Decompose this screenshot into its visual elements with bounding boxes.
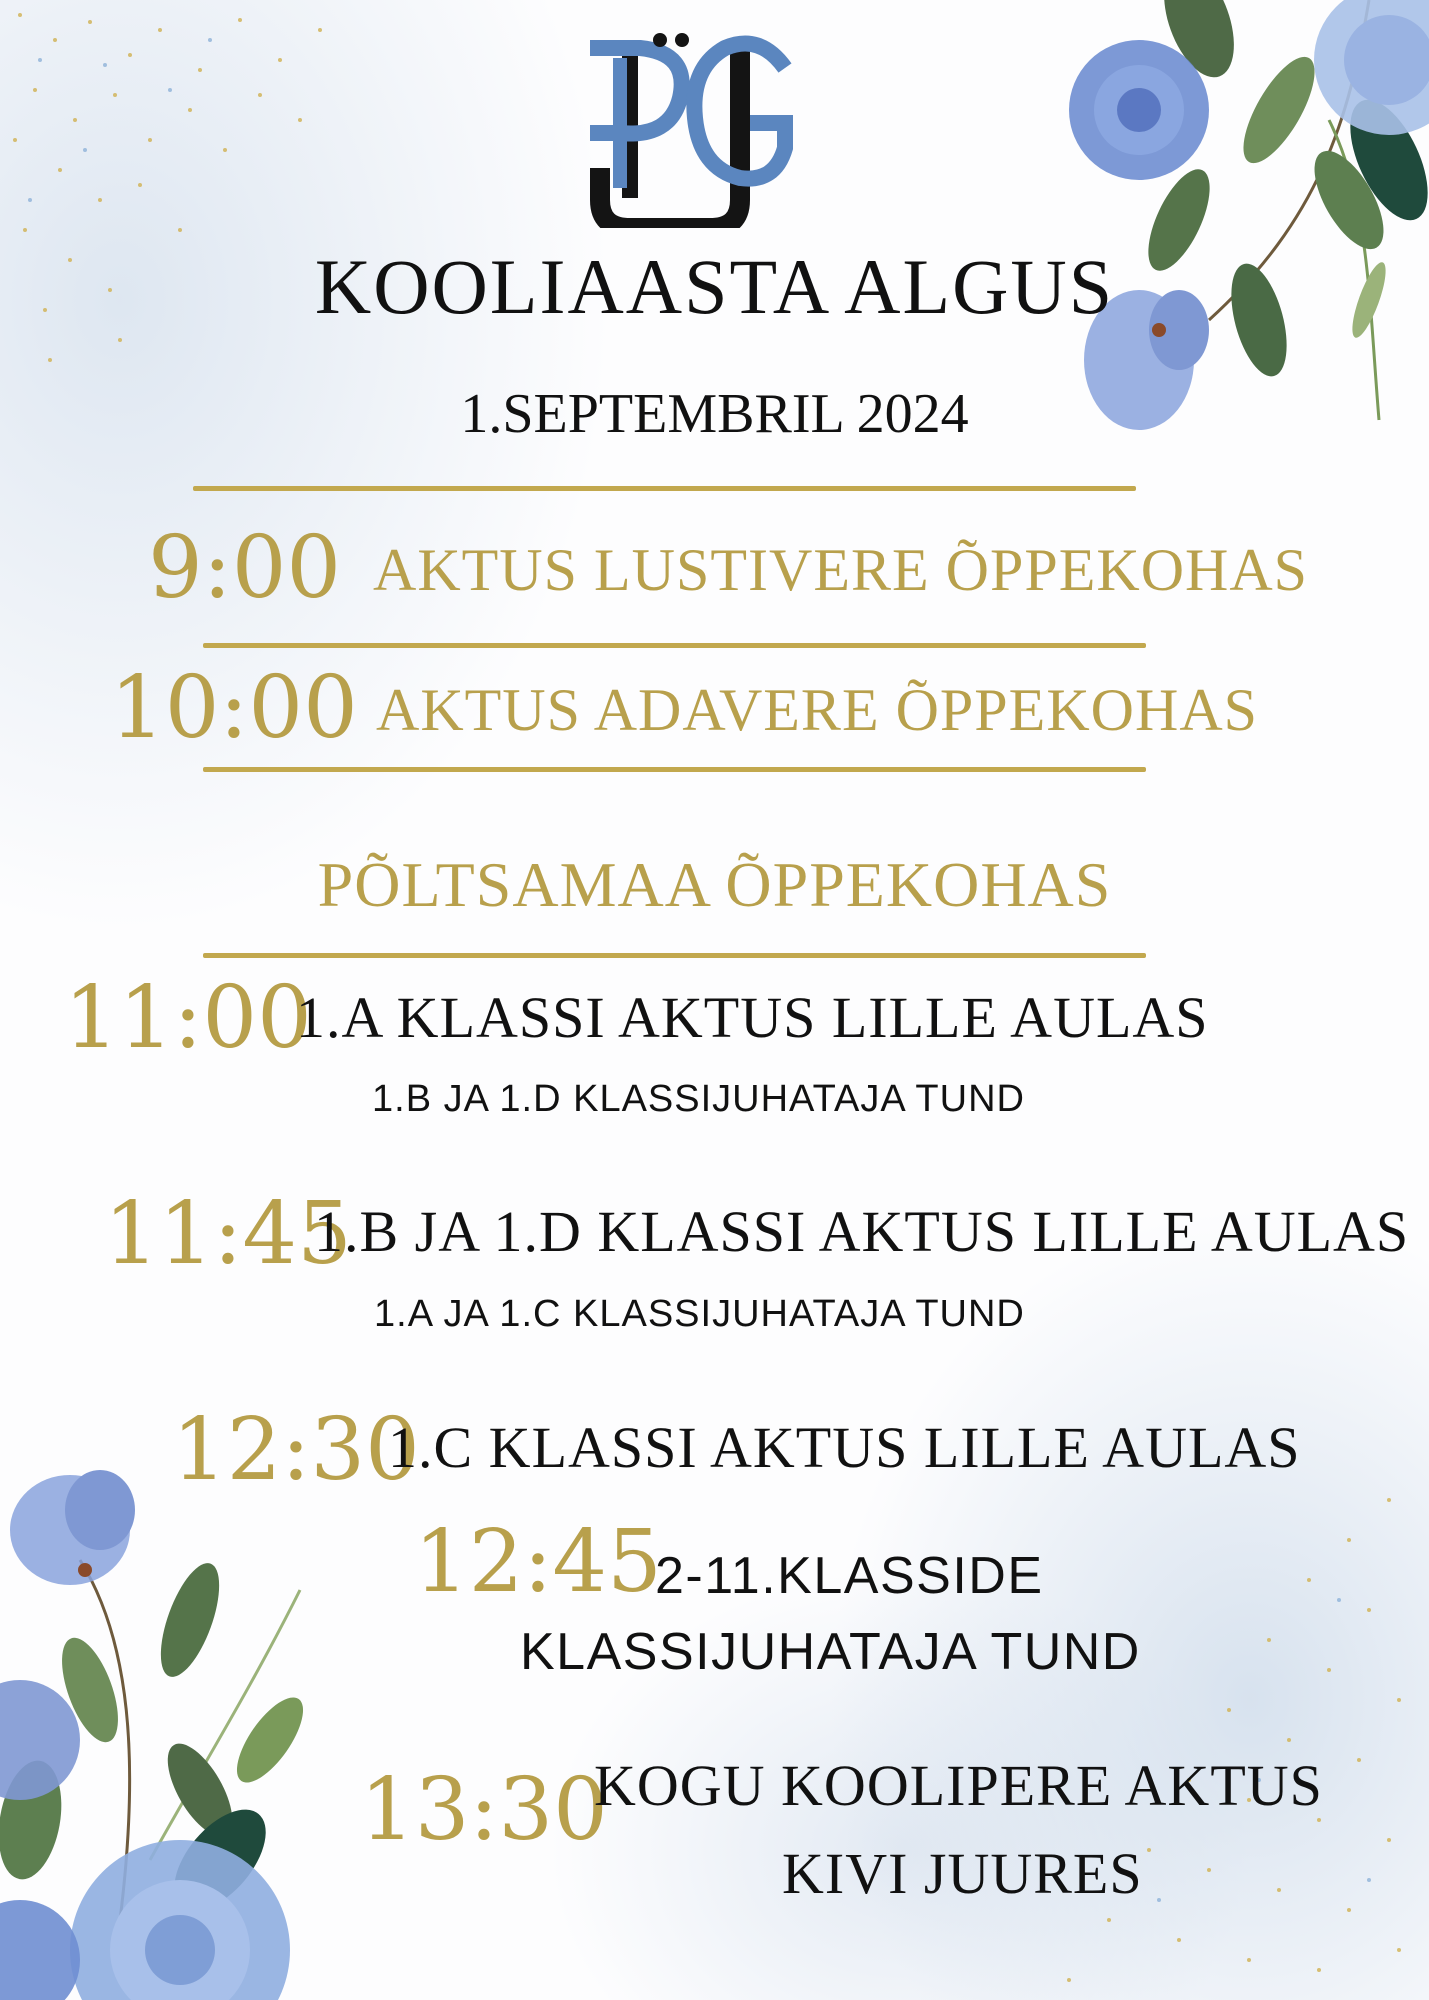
divider — [203, 953, 1146, 958]
section-title: PÕLTSAMAA ÕPPEKOHAS — [317, 849, 1112, 920]
divider — [203, 643, 1146, 648]
event-note: 1.B JA 1.D KLASSIJUHATAJA TUND — [372, 1078, 1025, 1120]
event-note: 1.A JA 1.C KLASSIJUHATAJA TUND — [374, 1293, 1025, 1335]
event-lustivere: AKTUS LUSTIVERE ÕPPEKOHAS — [373, 537, 1309, 603]
event-koolipere-line1: KOGU KOOLIPERE AKTUS — [594, 1753, 1323, 1818]
event-klassijuhataja-line1: 2-11.KLASSIDE — [655, 1547, 1044, 1605]
time-10-00: 10:00 — [110, 658, 358, 758]
time-13-30: 13:30 — [360, 1760, 608, 1860]
school-logo — [560, 28, 800, 228]
page-title: KOOLIAASTA ALGUS — [314, 243, 1115, 330]
time-11-45: 11:45 — [104, 1184, 352, 1284]
event-adavere: AKTUS ADAVERE ÕPPEKOHAS — [376, 677, 1259, 743]
time-11-00: 11:00 — [64, 968, 312, 1068]
event-koolipere-line2: KIVI JUURES — [782, 1841, 1143, 1906]
time-12-30: 12:30 — [172, 1400, 420, 1500]
flower-bouquet-icon — [0, 1440, 360, 2000]
divider — [193, 486, 1136, 491]
event-klassijuhataja-line2: KLASSIJUHATAJA TUND — [520, 1623, 1141, 1681]
event-1c-aktus: 1.C KLASSI AKTUS LILLE AULAS — [388, 1415, 1301, 1480]
time-9-00: 9:00 — [148, 518, 342, 618]
gold-stars-icon — [0, 0, 420, 420]
divider — [203, 767, 1146, 772]
event-date: 1.SEPTEMBRIL 2024 — [460, 383, 969, 445]
gold-stars-icon — [1009, 1480, 1429, 2000]
event-1a-aktus: 1.A KLASSI AKTUS LILLE AULAS — [296, 985, 1209, 1050]
time-12-45: 12:45 — [414, 1512, 662, 1612]
event-1b-1d-aktus: 1.B JA 1.D KLASSI AKTUS LILLE AULAS — [314, 1199, 1410, 1264]
